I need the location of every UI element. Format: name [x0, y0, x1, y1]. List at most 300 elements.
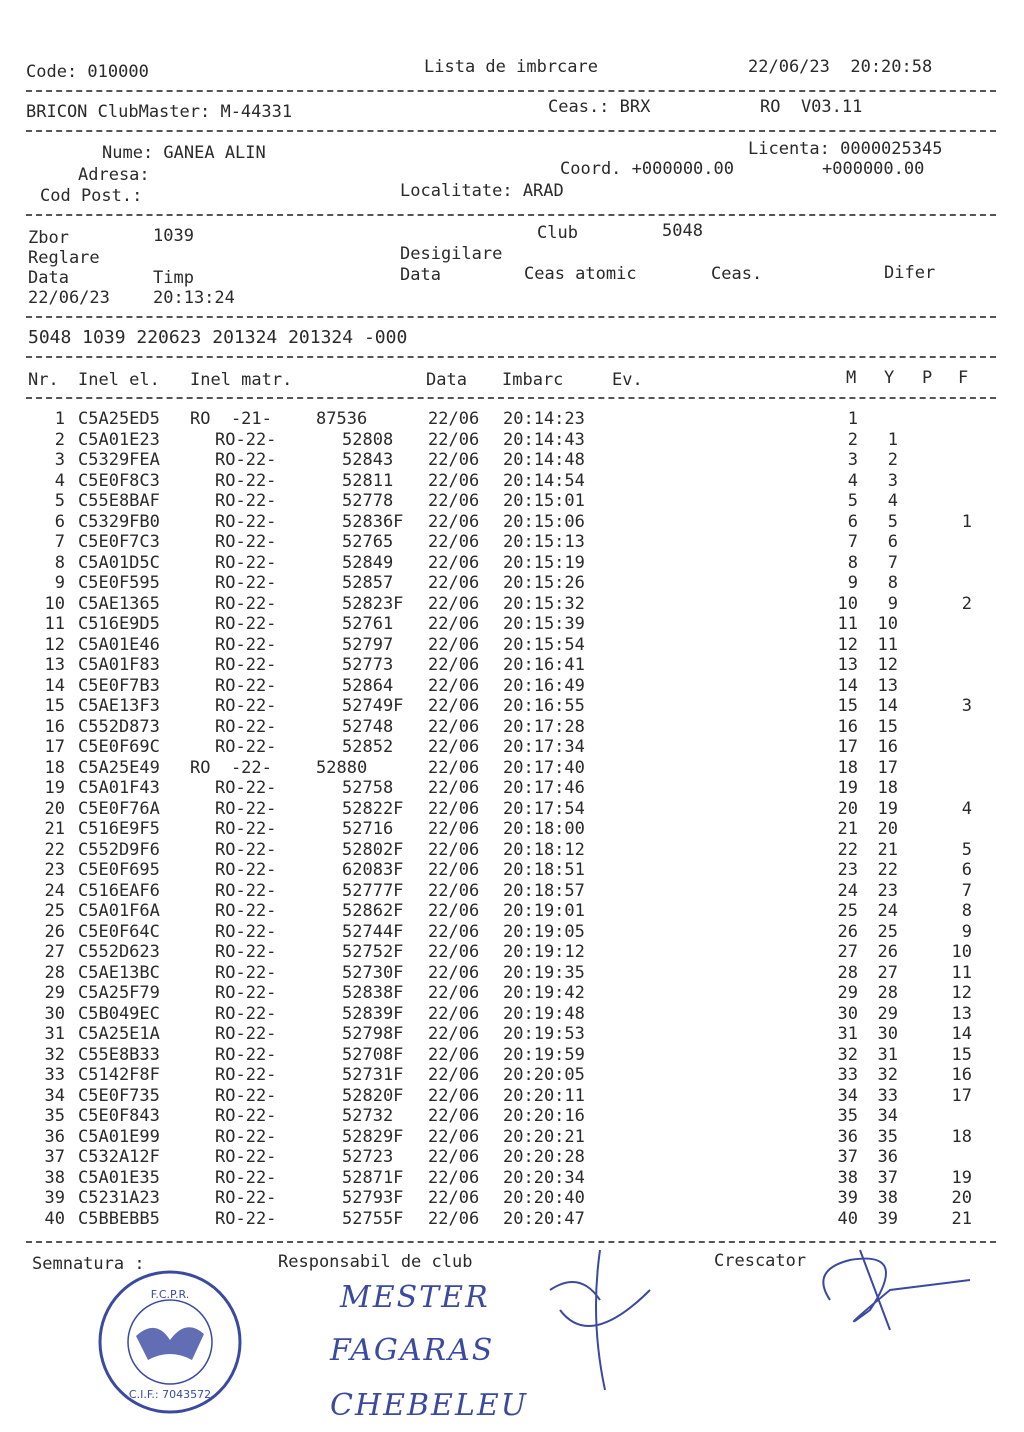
inel-matricol-prefix: RO-22-	[215, 655, 277, 675]
inel-matricol-prefix: RO-22-	[215, 1065, 277, 1085]
inel-matricol-prefix: RO-22-	[215, 942, 277, 962]
rank-m: 34	[837, 1085, 858, 1106]
rank-y: 29	[877, 1003, 898, 1024]
inel-matricol-prefix: RO-22-	[215, 778, 277, 798]
svg-text:F.C.P.R.: F.C.P.R.	[150, 1288, 190, 1301]
inel-electronic: C5A01F6A	[78, 901, 160, 921]
inel-matricol-prefix: RO-22-	[215, 634, 277, 655]
inel-electronic: C532A12F	[78, 1147, 160, 1167]
header-m: M	[846, 368, 857, 388]
row-number: 12	[44, 634, 65, 655]
row-number: 4	[54, 470, 65, 491]
reglare-time-label: Timp	[153, 268, 194, 288]
header-y: Y	[884, 368, 895, 388]
arrival-date: 22/06	[428, 921, 480, 942]
arrival-time: 20:16:55	[503, 696, 585, 716]
arrival-date: 22/06	[428, 737, 480, 757]
arrival-time: 20:14:48	[503, 450, 585, 470]
header-imbarc: Imbarc	[502, 370, 564, 390]
arrival-time: 20:17:28	[503, 716, 585, 737]
rank-y: 37	[877, 1167, 898, 1188]
arrival-time: 20:18:12	[503, 839, 585, 860]
rank-y: 21	[877, 839, 898, 860]
rank-f: 6	[961, 860, 972, 880]
rank-y: 7	[887, 552, 898, 573]
arrival-date: 22/06	[428, 839, 480, 860]
inel-matricol-prefix: RO-22-	[215, 614, 277, 634]
arrival-time: 20:14:54	[503, 470, 585, 491]
rank-m: 8	[847, 552, 858, 573]
row-number: 15	[44, 696, 65, 716]
arrival-date: 22/06	[428, 450, 480, 470]
rank-y: 6	[887, 532, 898, 552]
inel-electronic: C55E8BAF	[78, 491, 160, 511]
row-number: 27	[44, 942, 65, 962]
header-inel-el: Inel el.	[78, 370, 160, 390]
breeder-label: Crescator	[714, 1251, 807, 1271]
inel-electronic: C5329FEA	[78, 450, 160, 470]
rank-m: 27	[837, 942, 858, 962]
rank-y: 12	[877, 655, 898, 675]
inel-electronic: C5E0F64C	[78, 921, 160, 942]
rank-m: 14	[837, 675, 858, 696]
rank-f: 1	[961, 511, 972, 532]
row-number: 33	[44, 1065, 65, 1085]
reglare-time: 20:13:24	[153, 288, 235, 308]
arrival-time: 20:18:00	[503, 819, 585, 839]
inel-matricol-number: 52811	[342, 470, 394, 491]
rank-f: 12	[951, 983, 972, 1003]
arrival-time: 20:14:23	[503, 409, 585, 429]
inel-matricol-number: 52836F	[342, 511, 404, 532]
inel-electronic: C5BBEBB5	[78, 1208, 160, 1229]
rank-y: 1	[887, 429, 898, 450]
inel-matricol-number: 52822F	[342, 798, 404, 819]
inel-electronic: C5E0F735	[78, 1085, 160, 1106]
handwritten-name-2: FAGARAS	[330, 1333, 495, 1368]
inel-matricol-prefix: RO-22-	[215, 716, 277, 737]
inel-matricol-number: 52744F	[342, 921, 404, 942]
row-number: 24	[44, 880, 65, 901]
row-number: 28	[44, 962, 65, 983]
inel-matricol-number: 52773	[342, 655, 394, 675]
inel-matricol-prefix: RO-22-	[215, 573, 277, 593]
rank-m: 22	[837, 839, 858, 860]
inel-electronic: C5A25F79	[78, 983, 160, 1003]
inel-matricol-number: 52838F	[342, 983, 404, 1003]
inel-matricol-prefix: RO-22-	[215, 962, 277, 983]
clock-label: Ceas.	[711, 264, 763, 284]
difference-label: Difer	[884, 263, 936, 283]
svg-text:C.I.F.: 7043572: C.I.F.: 7043572	[128, 1388, 212, 1401]
rank-m: 13	[837, 655, 858, 675]
inel-electronic: C5A25E49	[78, 757, 160, 778]
rank-f: 15	[951, 1044, 972, 1065]
arrival-date: 22/06	[428, 1085, 480, 1106]
arrival-date: 22/06	[428, 511, 480, 532]
row-number: 23	[44, 860, 65, 880]
rank-f: 3	[961, 696, 972, 716]
reglare-date-label: Data	[28, 268, 69, 288]
rank-y: 33	[877, 1085, 898, 1106]
inel-matricol-prefix: RO-22-	[215, 1188, 277, 1208]
fancier-name: Nume: GANEA ALIN	[102, 143, 266, 163]
arrival-time: 20:19:01	[503, 901, 585, 921]
rank-m: 2	[847, 429, 858, 450]
rank-m: 9	[847, 573, 858, 593]
rank-y: 18	[877, 778, 898, 798]
inel-electronic: C5A01F83	[78, 655, 160, 675]
arrival-time: 20:20:21	[503, 1126, 585, 1147]
row-number: 22	[44, 839, 65, 860]
rank-m: 12	[837, 634, 858, 655]
inel-electronic: C5E0F843	[78, 1106, 160, 1126]
inel-matricol-prefix: RO-22-	[215, 1106, 277, 1126]
inel-matricol-number: 52716	[342, 819, 394, 839]
inel-electronic: C5E0F76A	[78, 798, 160, 819]
arrival-date: 22/06	[428, 901, 480, 921]
rank-y: 35	[877, 1126, 898, 1147]
arrival-date: 22/06	[428, 880, 480, 901]
row-number: 38	[44, 1167, 65, 1188]
rank-f: 7	[961, 880, 972, 901]
inel-matricol-number: 52857	[342, 573, 394, 593]
postal-code-label: Cod Post.:	[40, 186, 143, 206]
rank-m: 29	[837, 983, 858, 1003]
row-number: 6	[54, 511, 65, 532]
arrival-date: 22/06	[428, 470, 480, 491]
version: RO V03.11	[760, 97, 863, 117]
rank-m: 40	[837, 1208, 858, 1229]
row-number: 21	[44, 819, 65, 839]
arrival-date: 22/06	[428, 1003, 480, 1024]
rank-f: 10	[951, 942, 972, 962]
rank-m: 25	[837, 901, 858, 921]
rank-m: 7	[847, 532, 858, 552]
inel-electronic: C5E0F8C3	[78, 470, 160, 491]
rank-y: 17	[877, 757, 898, 778]
arrival-date: 22/06	[428, 1024, 480, 1044]
inel-matricol-prefix: RO-22-	[215, 921, 277, 942]
inel-matricol-prefix: RO -21-	[190, 409, 272, 429]
rank-m: 37	[837, 1147, 858, 1167]
rank-m: 21	[837, 819, 858, 839]
inel-matricol-number: 52761	[342, 614, 394, 634]
code-label: Code: 010000	[26, 62, 149, 82]
rank-y: 15	[877, 716, 898, 737]
arrival-date: 22/06	[428, 860, 480, 880]
inel-matricol-number: 52777F	[342, 880, 404, 901]
rank-m: 33	[837, 1065, 858, 1085]
inel-electronic: C5B049EC	[78, 1003, 160, 1024]
inel-matricol-number: 52862F	[342, 901, 404, 921]
rank-y: 26	[877, 942, 898, 962]
inel-electronic: C5E0F695	[78, 860, 160, 880]
arrival-date: 22/06	[428, 1126, 480, 1147]
row-number: 36	[44, 1126, 65, 1147]
row-number: 11	[44, 614, 65, 634]
rank-f: 4	[961, 798, 972, 819]
arrival-date: 22/06	[428, 552, 480, 573]
summary-line: 5048 1039 220623 201324 201324 -000	[28, 327, 408, 348]
arrival-date: 22/06	[428, 757, 480, 778]
row-number: 16	[44, 716, 65, 737]
arrival-date: 22/06	[428, 429, 480, 450]
arrival-date: 22/06	[428, 1208, 480, 1229]
inel-electronic: C5231A23	[78, 1188, 160, 1208]
inel-matricol-prefix: RO -22-	[190, 757, 272, 778]
row-number: 17	[44, 737, 65, 757]
arrival-date: 22/06	[428, 1167, 480, 1188]
inel-electronic: C552D9F6	[78, 839, 160, 860]
rank-f: 21	[951, 1208, 972, 1229]
inel-matricol-number: 52808	[342, 429, 394, 450]
arrival-date: 22/06	[428, 1065, 480, 1085]
inel-matricol-number: 52849	[342, 552, 394, 573]
rank-m: 28	[837, 962, 858, 983]
inel-matricol-prefix: RO-22-	[215, 901, 277, 921]
rank-m: 11	[837, 614, 858, 634]
inel-matricol-number: 52839F	[342, 1003, 404, 1024]
rank-m: 15	[837, 696, 858, 716]
club-responsible-label: Responsabil de club	[278, 1252, 473, 1272]
rank-m: 35	[837, 1106, 858, 1126]
row-number: 7	[54, 532, 65, 552]
rank-m: 5	[847, 491, 858, 511]
row-number: 8	[54, 552, 65, 573]
arrival-date: 22/06	[428, 532, 480, 552]
inel-matricol-number: 52852	[342, 737, 394, 757]
rank-f: 13	[951, 1003, 972, 1024]
inel-matricol-number: 52829F	[342, 1126, 404, 1147]
inel-matricol-number: 52755F	[342, 1208, 404, 1229]
arrival-time: 20:18:51	[503, 860, 585, 880]
inel-electronic: C5AE1365	[78, 593, 160, 614]
rank-y: 28	[877, 983, 898, 1003]
arrival-date: 22/06	[428, 573, 480, 593]
rank-y: 36	[877, 1147, 898, 1167]
rank-y: 5	[887, 511, 898, 532]
row-number: 25	[44, 901, 65, 921]
rank-f: 2	[961, 593, 972, 614]
arrival-time: 20:15:13	[503, 532, 585, 552]
inel-electronic: C5E0F7B3	[78, 675, 160, 696]
rank-f: 20	[951, 1188, 972, 1208]
arrival-date: 22/06	[428, 593, 480, 614]
arrival-time: 20:15:06	[503, 511, 585, 532]
inel-matricol-prefix: RO-22-	[215, 1167, 277, 1188]
arrival-time: 20:19:42	[503, 983, 585, 1003]
document-title: Lista de imbrcare	[424, 57, 598, 77]
arrival-time: 20:16:49	[503, 675, 585, 696]
rank-y: 25	[877, 921, 898, 942]
arrival-date: 22/06	[428, 942, 480, 962]
inel-matricol-number: 52797	[342, 634, 394, 655]
inel-matricol-number: 52823F	[342, 593, 404, 614]
rank-f: 14	[951, 1024, 972, 1044]
rank-y: 11	[877, 634, 898, 655]
inel-electronic: C552D873	[78, 716, 160, 737]
club-label: Club	[537, 223, 578, 243]
rank-m: 31	[837, 1024, 858, 1044]
divider	[26, 356, 996, 358]
header-f: F	[958, 368, 969, 388]
inel-matricol-number: 52758	[342, 778, 394, 798]
rank-m: 26	[837, 921, 858, 942]
inel-matricol-number: 62083F	[342, 860, 404, 880]
arrival-time: 20:20:28	[503, 1147, 585, 1167]
header-nr: Nr.	[28, 370, 59, 390]
inel-matricol-number: 52864	[342, 675, 394, 696]
inel-electronic: C5A01E99	[78, 1126, 160, 1147]
row-number: 29	[44, 983, 65, 1003]
rank-f: 8	[961, 901, 972, 921]
arrival-date: 22/06	[428, 675, 480, 696]
arrival-time: 20:20:34	[503, 1167, 585, 1188]
arrival-time: 20:14:43	[503, 429, 585, 450]
rank-f: 11	[951, 962, 972, 983]
address-label: Adresa:	[78, 165, 150, 185]
arrival-date: 22/06	[428, 409, 480, 429]
inel-matricol-number: 52765	[342, 532, 394, 552]
arrival-time: 20:17:46	[503, 778, 585, 798]
inel-matricol-prefix: RO-22-	[215, 798, 277, 819]
rank-y: 30	[877, 1024, 898, 1044]
arrival-time: 20:15:32	[503, 593, 585, 614]
arrival-date: 22/06	[428, 1147, 480, 1167]
rank-m: 16	[837, 716, 858, 737]
clock-type: Ceas.: BRX	[548, 97, 651, 117]
coordinates: Coord. +000000.00	[560, 159, 734, 179]
row-number: 35	[44, 1106, 65, 1126]
inel-matricol-number: 52820F	[342, 1085, 404, 1106]
inel-electronic: C5A25ED5	[78, 409, 160, 429]
header-inel-matr: Inel matr.	[190, 370, 293, 390]
rank-y: 38	[877, 1188, 898, 1208]
rank-y: 39	[877, 1208, 898, 1229]
rank-m: 19	[837, 778, 858, 798]
flight-number: 1039	[153, 226, 194, 246]
arrival-time: 20:19:12	[503, 942, 585, 962]
arrival-date: 22/06	[428, 1188, 480, 1208]
rank-y: 24	[877, 901, 898, 921]
flight-label: Zbor	[28, 228, 69, 248]
rank-y: 4	[887, 491, 898, 511]
arrival-time: 20:15:19	[503, 552, 585, 573]
inel-electronic: C5A01E23	[78, 429, 160, 450]
arrival-time: 20:16:41	[503, 655, 585, 675]
inel-matricol-prefix: RO-22-	[215, 737, 277, 757]
inel-matricol-prefix: RO-22-	[215, 1126, 277, 1147]
arrival-time: 20:15:01	[503, 491, 585, 511]
inel-matricol-prefix: RO-22-	[215, 1147, 277, 1167]
inel-electronic: C552D623	[78, 942, 160, 962]
inel-matricol-prefix: RO-22-	[215, 1003, 277, 1024]
arrival-date: 22/06	[428, 962, 480, 983]
rank-y: 13	[877, 675, 898, 696]
arrival-date: 22/06	[428, 1044, 480, 1065]
arrival-date: 22/06	[428, 614, 480, 634]
license: Licenta: 0000025345	[748, 139, 943, 159]
rank-y: 8	[887, 573, 898, 593]
inel-matricol-prefix: RO-22-	[215, 1085, 277, 1106]
rank-m: 10	[837, 593, 858, 614]
inel-matricol-number: 52843	[342, 450, 394, 470]
inel-matricol-prefix: RO-22-	[215, 839, 277, 860]
arrival-time: 20:19:53	[503, 1024, 585, 1044]
inel-matricol-prefix: RO-22-	[215, 860, 277, 880]
rank-f: 17	[951, 1085, 972, 1106]
header-ev: Ev.	[612, 370, 643, 390]
inel-matricol-prefix: RO-22-	[215, 1024, 277, 1044]
rank-m: 20	[837, 798, 858, 819]
inel-matricol-prefix: RO-22-	[215, 491, 277, 511]
inel-electronic: C5A01E46	[78, 634, 160, 655]
arrival-time: 20:17:54	[503, 798, 585, 819]
row-number: 31	[44, 1024, 65, 1044]
row-number: 26	[44, 921, 65, 942]
inel-matricol-number: 52731F	[342, 1065, 404, 1085]
handwritten-name-3: CHEBELEU	[330, 1388, 529, 1423]
arrival-date: 22/06	[428, 655, 480, 675]
inel-matricol-prefix: RO-22-	[215, 593, 277, 614]
inel-electronic: C5E0F7C3	[78, 532, 160, 552]
coordinates-2: +000000.00	[822, 159, 925, 179]
inel-matricol-prefix: RO-22-	[215, 552, 277, 573]
reglare-date: 22/06/23	[28, 288, 110, 308]
inel-electronic: C5AE13BC	[78, 962, 160, 983]
inel-electronic: C516EAF6	[78, 880, 160, 901]
rank-y: 19	[877, 798, 898, 819]
divider	[26, 130, 996, 132]
row-number: 14	[44, 675, 65, 696]
inel-matricol-number: 52730F	[342, 962, 404, 983]
inel-electronic: C516E9D5	[78, 614, 160, 634]
arrival-time: 20:15:26	[503, 573, 585, 593]
locality: Localitate: ARAD	[400, 181, 564, 201]
reglare-label: Reglare	[28, 248, 100, 268]
row-number: 13	[44, 655, 65, 675]
header-data: Data	[426, 370, 467, 390]
arrival-date: 22/06	[428, 778, 480, 798]
row-number: 3	[54, 450, 65, 470]
row-number: 18	[44, 757, 65, 778]
row-number: 20	[44, 798, 65, 819]
rank-m: 4	[847, 470, 858, 491]
inel-matricol-prefix: RO-22-	[215, 1044, 277, 1065]
arrival-time: 20:15:54	[503, 634, 585, 655]
rank-y: 9	[887, 593, 898, 614]
inel-matricol-prefix: RO-22-	[215, 470, 277, 491]
inel-matricol-prefix: RO-22-	[215, 880, 277, 901]
arrival-time: 20:19:48	[503, 1003, 585, 1024]
divider	[26, 90, 996, 92]
inel-matricol-prefix: RO-22-	[215, 511, 277, 532]
rank-m: 32	[837, 1044, 858, 1065]
arrival-time: 20:20:40	[503, 1188, 585, 1208]
desigilare-label: Desigilare	[400, 244, 503, 264]
inel-matricol-number: 87536	[316, 409, 368, 429]
arrival-time: 20:17:40	[503, 757, 585, 778]
desig-date-label: Data	[400, 265, 441, 285]
rank-m: 3	[847, 450, 858, 470]
rank-m: 39	[837, 1188, 858, 1208]
row-number: 40	[44, 1208, 65, 1229]
inel-matricol-number: 52778	[342, 491, 394, 511]
inel-matricol-number: 52798F	[342, 1024, 404, 1044]
arrival-date: 22/06	[428, 491, 480, 511]
inel-electronic: C5A01F43	[78, 778, 160, 798]
